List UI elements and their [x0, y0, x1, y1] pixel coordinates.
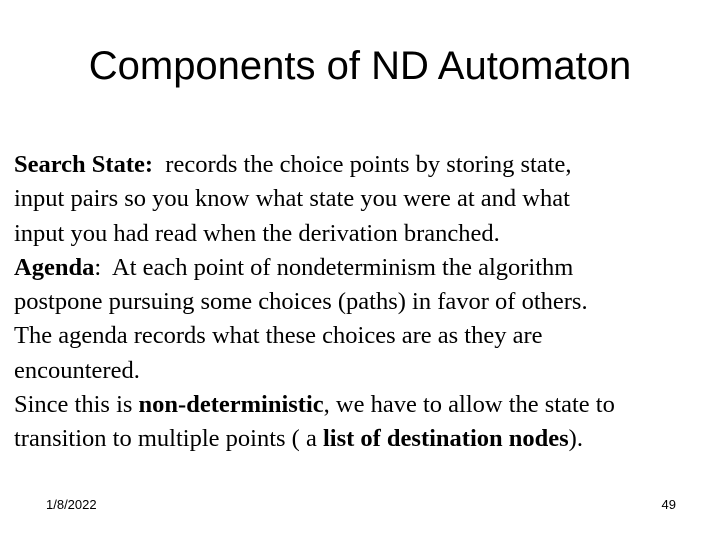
- body-line-5: [14, 285, 714, 319]
- body-line-9: [14, 422, 714, 456]
- line-text: : At each point of nondeterminism the algorithm: [94, 253, 574, 281]
- body-line-8: [14, 388, 714, 422]
- footer-page-number: 49: [661, 497, 676, 512]
- line-text: input pairs so you know what state you were at and what: [14, 185, 570, 213]
- slide-title: Components of ND Automaton: [88, 44, 632, 88]
- body-line-7: [14, 354, 714, 388]
- term-search-state: Search State:: [14, 151, 154, 178]
- term-non-deterministic: non-deterministic: [138, 391, 324, 419]
- body-line-1: [14, 148, 714, 182]
- body-line-3: [14, 217, 714, 251]
- term-destination-nodes: list of destination nodes: [322, 425, 569, 453]
- body-line-2: [14, 182, 714, 216]
- line-text: The agenda records what these choices are as they are: [14, 322, 543, 350]
- line-text: records the choice points by storing state,: [153, 151, 572, 178]
- line-text: encountered.: [14, 356, 140, 384]
- body-line-4: [14, 251, 714, 285]
- body-line-6: [14, 319, 714, 353]
- line-text: input you had read when the derivation branched.: [14, 219, 500, 247]
- line-text: ).: [568, 425, 583, 453]
- line-text: transition to multiple points ( a: [14, 425, 323, 453]
- line-text: , we have to allow the state to: [323, 391, 615, 419]
- footer-date: 1/8/2022: [46, 497, 97, 512]
- line-text: Since this is: [14, 391, 139, 419]
- term-agenda: Agenda: [14, 253, 95, 281]
- line-text: postpone pursuing some choices (paths) in favor of others.: [14, 288, 588, 316]
- slide-body: [14, 148, 714, 457]
